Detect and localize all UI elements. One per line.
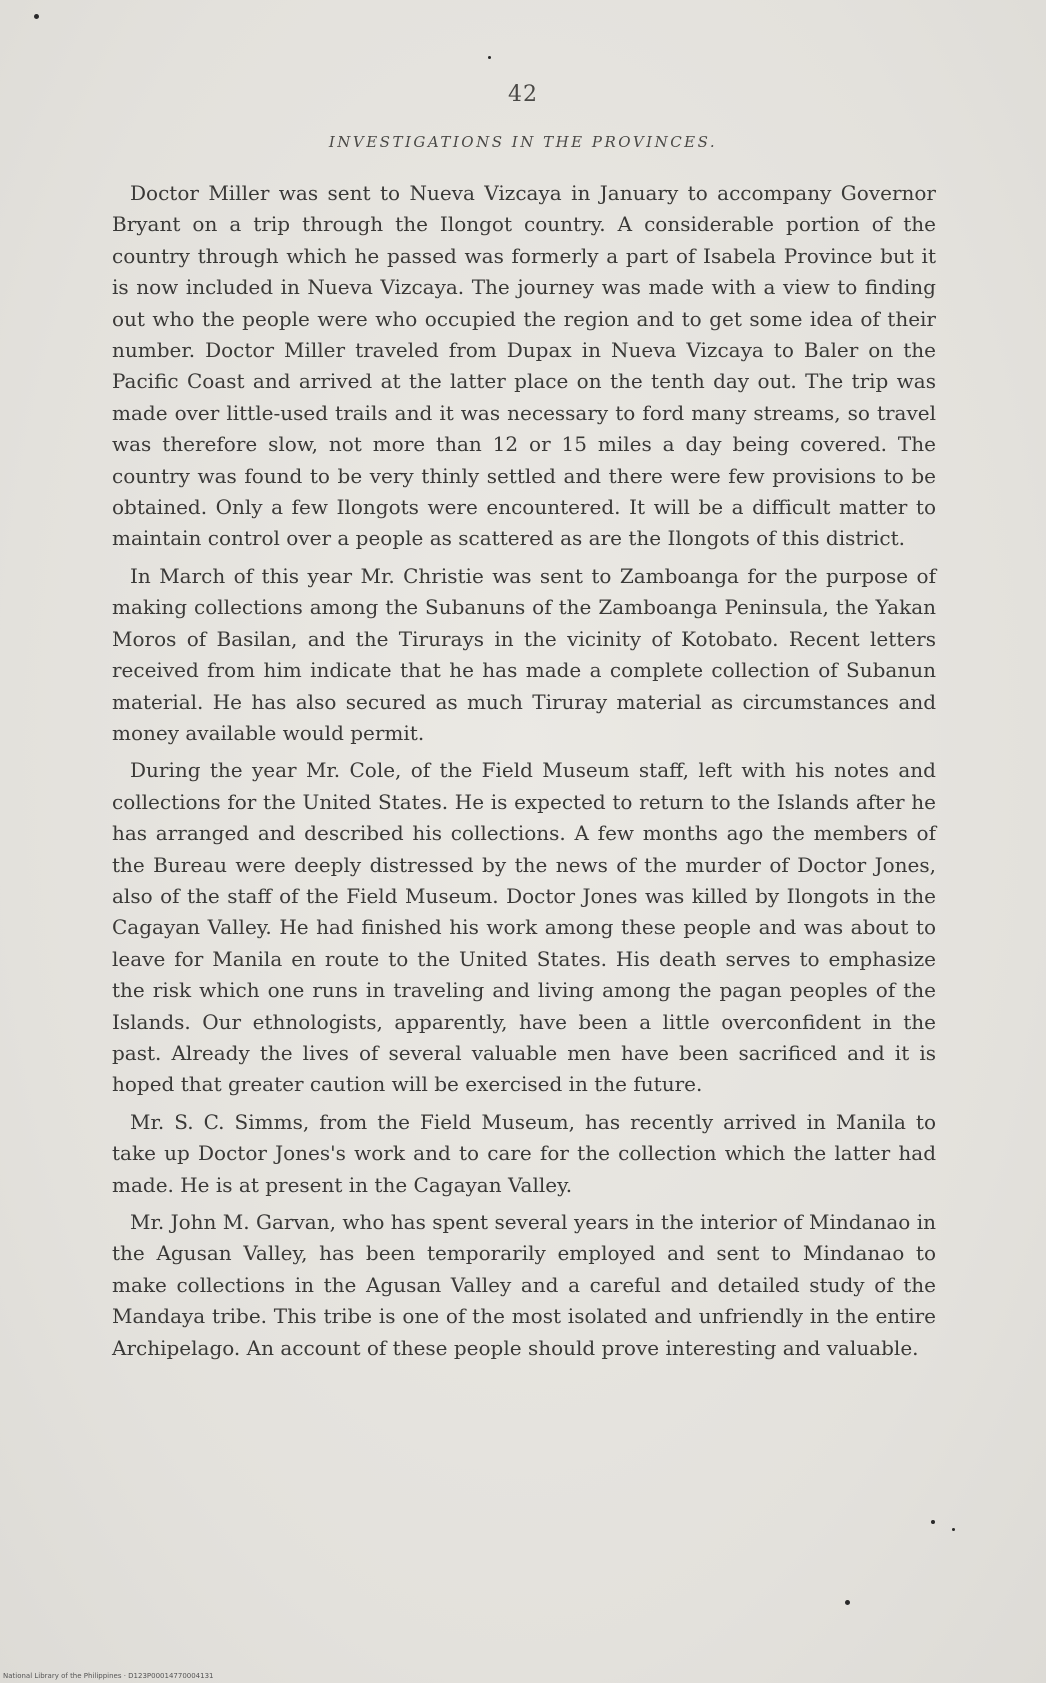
paragraph: Mr. John M. Garvan, who has spent several years in the interior of Mindanao in the Agusan Valley, has been temporarily employed and sent to Mindanao to make collections in the Agusan Valley and a careful and detailed study of the Mandaya tribe. This tribe is one of the most isolated and unfriendly in the entire Archipelago. An account of these people should prove interesting and valuable. bbox=[112, 1210, 936, 1360]
paragraph: Doctor Miller was sent to Nueva Vizcaya in January to accompany Governor Bryant on a trip through the Ilongot country. A considerable portion of the country through which he passed was formerly a part of Isabela Province but it is now included in Nueva Vizcaya. The journey was made with a view to finding out who the people were who occupied the region and to get some idea of their number. Doctor Miller traveled from Dupax in Nueva Vizcaya to Baler on the Pacific Coast and arrived at the latter place on the tenth day out. The trip was made over little-used trails and it was necessary to ford many streams, so travel was therefore slow, not more than 12 or 15 miles a day being covered. The country was found to be very thinly settled and there were few provisions to be obtained. Only a few Ilongots were encountered. It will be a difficult matter to maintain control over a people as scattered as are the Ilongots of this district. bbox=[112, 181, 936, 551]
footer-identifier: National Library of the Philippines · D123P00014770004131 bbox=[3, 1672, 214, 1680]
paragraph: In March of this year Mr. Christie was sent to Zamboanga for the purpose of making collections among the Subanuns of the Zamboanga Peninsula, the Yakan Moros of Basilan, and the Tirurays in the vicinity of Kotobato. Recent letters received from him indicate that he has made a complete collection of Subanun material. He has also secured as much Tiruray material as circumstances and money available would permit. bbox=[112, 563, 936, 745]
running-head: INVESTIGATIONS IN THE PROVINCES. bbox=[328, 133, 718, 151]
scan-speck bbox=[488, 56, 491, 59]
body-text bbox=[112, 178, 936, 1370]
scan-speck bbox=[931, 1520, 935, 1524]
paragraph: During the year Mr. Cole, of the Field Museum staff, left with his notes and collections for the United States. He is expected to return to the Islands after he has arranged and described his collections. A few months ago the members of the Bureau were deeply distressed by the news of the murder of Doctor Jones, also of the staff of the Field Museum. Doctor Jones was killed by Ilongots in the Cagayan Valley. He had finished his work among these people and was about to leave for Manila en route to the United States. His death serves to emphasize the risk which one runs in traveling and living among the pagan peoples of the Islands. Our ethnologists, apparently, have been a little overconfident in the past. Already the lives of several valuable men have been sacrificed and it is hoped that greater caution will be exercised in the future. bbox=[112, 758, 936, 1097]
paragraph: Mr. S. C. Simms, from the Field Museum, has recently arrived in Manila to take up Doctor Jones's work and to care for the collection which the latter had made. He is at present in the Cagayan Valley. bbox=[112, 1109, 936, 1197]
scan-speck bbox=[34, 14, 39, 19]
page-number: 42 bbox=[508, 82, 538, 107]
scan-speck bbox=[845, 1600, 850, 1605]
scan-speck bbox=[952, 1528, 955, 1531]
